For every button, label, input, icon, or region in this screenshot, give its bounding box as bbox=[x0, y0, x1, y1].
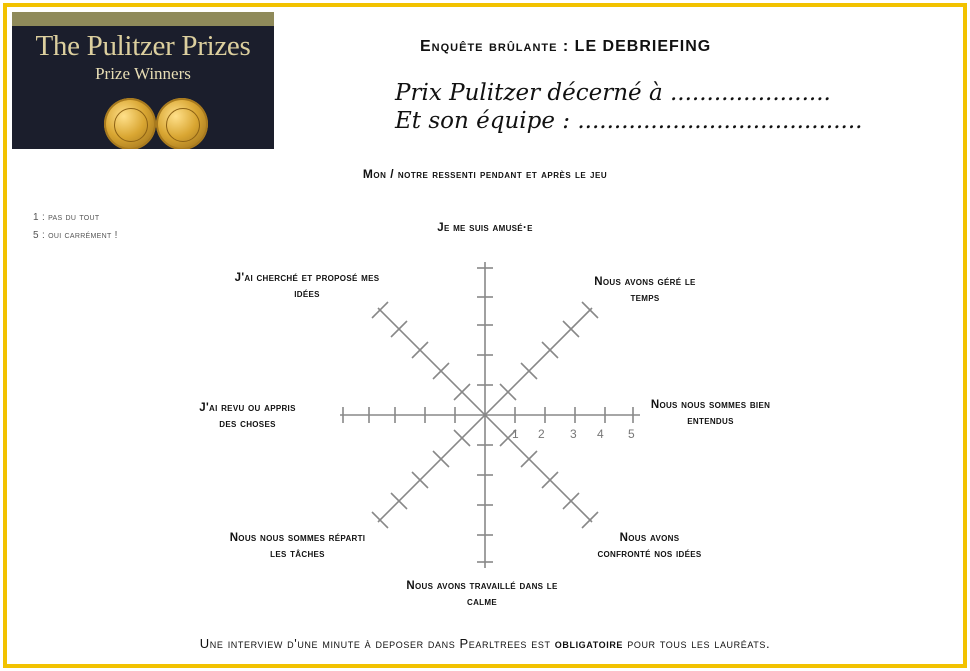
axis-label-bottom: Nous avons travaillé dans le calme bbox=[406, 580, 558, 608]
footer-emphasis: obligatoire bbox=[554, 636, 624, 651]
prize-awarded-line: Prix Pulitzer décerné à ...................... bbox=[395, 80, 831, 106]
legend-max: 5 : oui carrément ! bbox=[33, 230, 118, 241]
axis-label-right: Nous nous sommes bien entendus bbox=[650, 399, 771, 427]
section-subtitle: Mon / notre ressenti pendant et après le jeu bbox=[362, 167, 608, 181]
axis-label-top-left: J'ai cherché et proposé mes idées bbox=[234, 272, 380, 300]
logo-title: The Pulitzer Prizes bbox=[35, 30, 251, 62]
page-title: Enquête brûlante : LE DEBRIEFING bbox=[420, 38, 712, 55]
scale-label: 2 bbox=[538, 427, 545, 441]
footer-text-end: pour tous les lauréats. bbox=[623, 636, 771, 651]
team-line: Et son équipe : ....................................... bbox=[395, 108, 863, 134]
axis-label-top: Je me suis amusé·e bbox=[437, 222, 533, 234]
scale-label: 3 bbox=[570, 427, 577, 441]
legend-min: 1 : pas du tout bbox=[33, 212, 100, 223]
footer-note bbox=[0, 636, 970, 651]
logo-subtitle: Prize Winners bbox=[95, 64, 191, 83]
scale-label: 1 bbox=[512, 427, 519, 441]
footer-text: Une interview d'une minute à deposer dans Pearltrees est bbox=[199, 636, 555, 651]
scale-label: 4 bbox=[597, 427, 604, 441]
axis-label-left: J'ai revu ou appris des choses bbox=[199, 402, 296, 430]
axis-label-bottom-right: Nous avons confronté nos idées bbox=[597, 532, 702, 560]
axis-label-bottom-left: Nous nous sommes réparti les tâches bbox=[229, 532, 366, 560]
axis-label-top-right: Nous avons géré le temps bbox=[594, 276, 696, 304]
scale-label: 5 bbox=[628, 427, 635, 441]
